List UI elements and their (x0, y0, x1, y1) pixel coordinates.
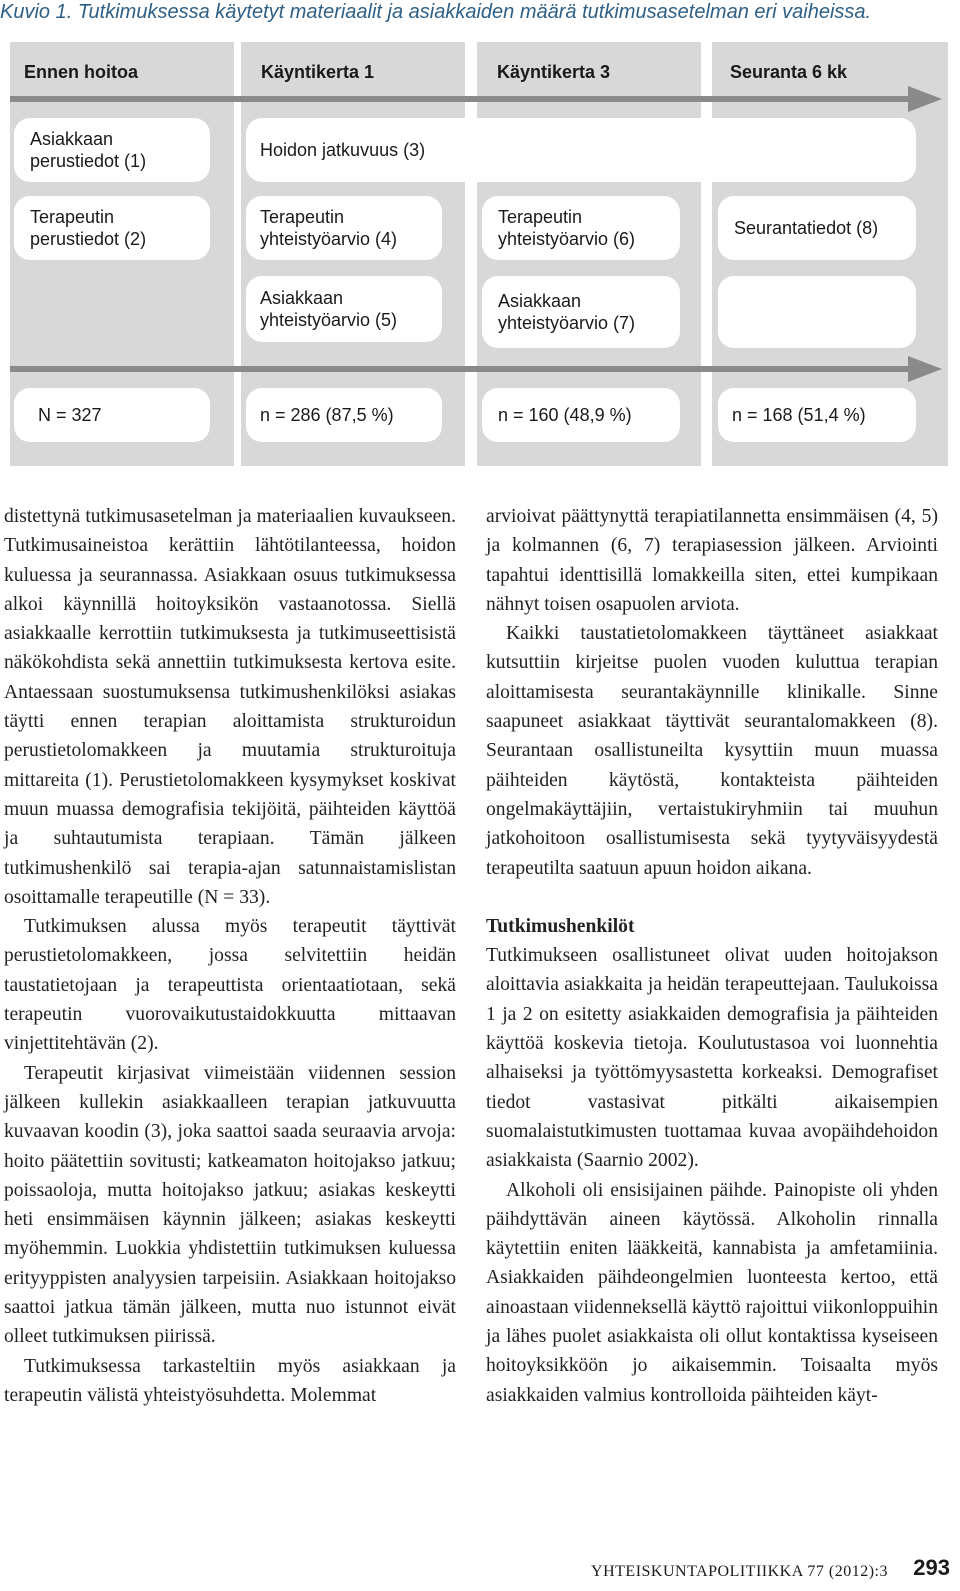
box-client-rating-7: Asiakkaan yhteistyöarvio (7) (482, 276, 680, 348)
phase-label: Ennen hoitoa (24, 62, 138, 82)
left-column (4, 502, 456, 1410)
count-visit3: n = 160 (48,9 %) (482, 388, 680, 442)
phase-label: Käyntikerta 1 (261, 62, 375, 82)
paragraph: Tutkimuksessa tarkasteltiin myös asiakkaan ja terapeutin välistä yhteistyösuhdetta. Molemmat (4, 1355, 456, 1406)
box-client-baseline: Asiakkaan perustiedot (1) (14, 118, 210, 182)
box-treatment-continuity: Hoidon jatkuvuus (3) (246, 118, 916, 182)
study-design-figure (10, 42, 948, 466)
phase-label: Seuranta 6 kk (730, 62, 848, 82)
paragraph: Tutkimukseen osallistuneet olivat uuden hoitojakson aloittavia asiakkaita ja heidän terapeuttejaan. Taulukoissa 1 ja 2 on esitetty asiakkaiden demografisia ja päihteiden käyttöä koskevia tietoja. Koulutustasoa voi luonnehtia alhaiseksi ja työttömyysastetta korkeaksi. Demografiset tiedot vastasivat pitkälti aikaisempien suomalaistutkimusten tuottamaa kuvaa avopäihdehoidon asiakkaista (Saarnio 2002). (486, 945, 938, 1172)
arrow-head-icon (908, 86, 942, 112)
box-empty (718, 276, 916, 348)
box-therapist-baseline: Terapeutin perustiedot (2) (14, 196, 210, 260)
count-visit1: n = 286 (87,5 %) (246, 388, 442, 442)
figure-caption: Kuvio 1. Tutkimuksessa käytetyt materiaalit ja asiakkaiden määrä tutkimusasetelman eri vaiheissa. (0, 1, 872, 23)
paragraph: Tutkimuksen alussa myös terapeutit täyttivät perustietolomakkeen, jossa selvitettiin heidän taustatietojaan ja terapeuttista orientaatiotaan, sekä terapeutin vuorovaikutustaidokkuutta mittaavan vinjettitehtävän (2). (4, 916, 456, 1055)
paragraph: Terapeutit kirjasivat viimeistään viidennen session jälkeen kullekin asiakkaalleen terapian jatkuvuutta kuvaavan koodin (3), joka saattoi saada seuraavia arvoja: hoito päätettiin sovitusti; katkeamaton hoitojakso jatkuu; poissaoloja, mutta hoitojakso jatkuu; asiakas keskeytti heti ensimmäisen käynnin jälkeen; asiakas keskeytti myöhemmin. Luokkia yhdistettiin tutkimuksen kuluessa erityyppisten analyysien tarpeisiin. Asiakkaan hoitojakso saattoi jatkua tämän jälkeen, mutta nuo istunnot eivät olleet tutkimuksen piirissä. (4, 1062, 456, 1348)
right-column (486, 502, 938, 1410)
timeline-arrow (10, 96, 910, 102)
paragraph: Alkoholi oli ensisijainen päihde. Painopiste oli yhden päihdyttävän aineen käytössä. Alkoholin rinnalla käytettiin eniten lääkkeitä, kannabista ja amfetamiinia. Asiakkaiden päihdeongelmien luonteesta kertoo, että ainoastaan viidenneksellä käyttö rajoittui viikonloppuihin ja lähes puolet asiakkaista oli ollut kontaktissa kyseiseen hoitoyksikköön jo aikaisemmin. Toisaalta myös asiakkaiden valmius kontrolloida päihteiden käyt- (486, 1179, 938, 1406)
timeline-arrow (10, 366, 910, 372)
journal-name: YHTEISKUNTAPOLITIIKKA 77 (2012):3 (591, 1563, 888, 1580)
box-followup-data: Seurantatiedot (8) (718, 196, 916, 260)
box-therapist-rating-6: Terapeutin yhteistyöarvio (6) (482, 196, 680, 260)
section-heading: Tutkimushenkilöt (486, 915, 635, 937)
paragraph: distettynä tutkimusasetelman ja materiaalien kuvaukseen. Tutkimusaineistoa kerättiin lähtötilanteessa, hoidon kuluessa ja seurannassa. Asiakkaan osuus tutkimuksessa alkoi käynnillä hoitoyksikön vastaanotossa. Siellä asiakkaalle kerrottiin tutkimuksesta ja tutkimuseettisistä näkökohdista sekä annettiin tutkimuksesta kertova esite. Antaessaan suostumuksensa tutkimushenkilöksi asiakas täytti ennen terapian aloittamista strukturoidun perustietolomakkeen ja muutamia strukturoituja mittareita (1). Perustietolomakkeen kysymykset koskivat muun muassa demografisia tekijöitä, päihteiden käyttöä ja suhtautumista terapiaan. Tämän jälkeen tutkimushenkilö sai terapia-ajan satunnaistamislistan osoittamalle terapeutille (N = 33). (4, 506, 456, 908)
arrow-head-icon (908, 356, 942, 382)
count-before: N = 327 (14, 388, 210, 442)
page-footer (566, 1548, 950, 1588)
paragraph: Kaikki taustatietolomakkeen täyttäneet asiakkaat kutsuttiin kirjeitse puolen vuoden kuluttua terapian aloittamisesta seurantakäynnille klinikalle. Sinne saapuneet asiakkaat täyttivät seurantalomakkeen (8). Seurantaan osallistuneilta kysyttiin muun muassa päihteiden käytöstä, kontakteista päihteiden ongelmakäyttäjiin, vertaistukiryhmiin tai muuhun jatkohoitoon osallistumisesta sekä tyytyväisyydestä terapeutilta saatuun apuun hoidon aikana. (486, 623, 938, 879)
count-followup: n = 168 (51,4 %) (718, 388, 916, 442)
phase-label: Käyntikerta 3 (497, 62, 611, 82)
paragraph: arvioivat päättynyttä terapiatilannetta ensimmäisen (4, 5) ja kolmannen (6, 7) terapiasession jälkeen. Arviointi tapahtui identtisillä lomakkeilla siten, ettei kumpikaan nähnyt toisen osapuolen arviota. (486, 506, 938, 615)
box-client-rating-5: Asiakkaan yhteistyöarvio (5) (246, 276, 442, 342)
box-therapist-rating-4: Terapeutin yhteistyöarvio (4) (246, 196, 442, 260)
page-number: 293 (913, 1555, 950, 1580)
